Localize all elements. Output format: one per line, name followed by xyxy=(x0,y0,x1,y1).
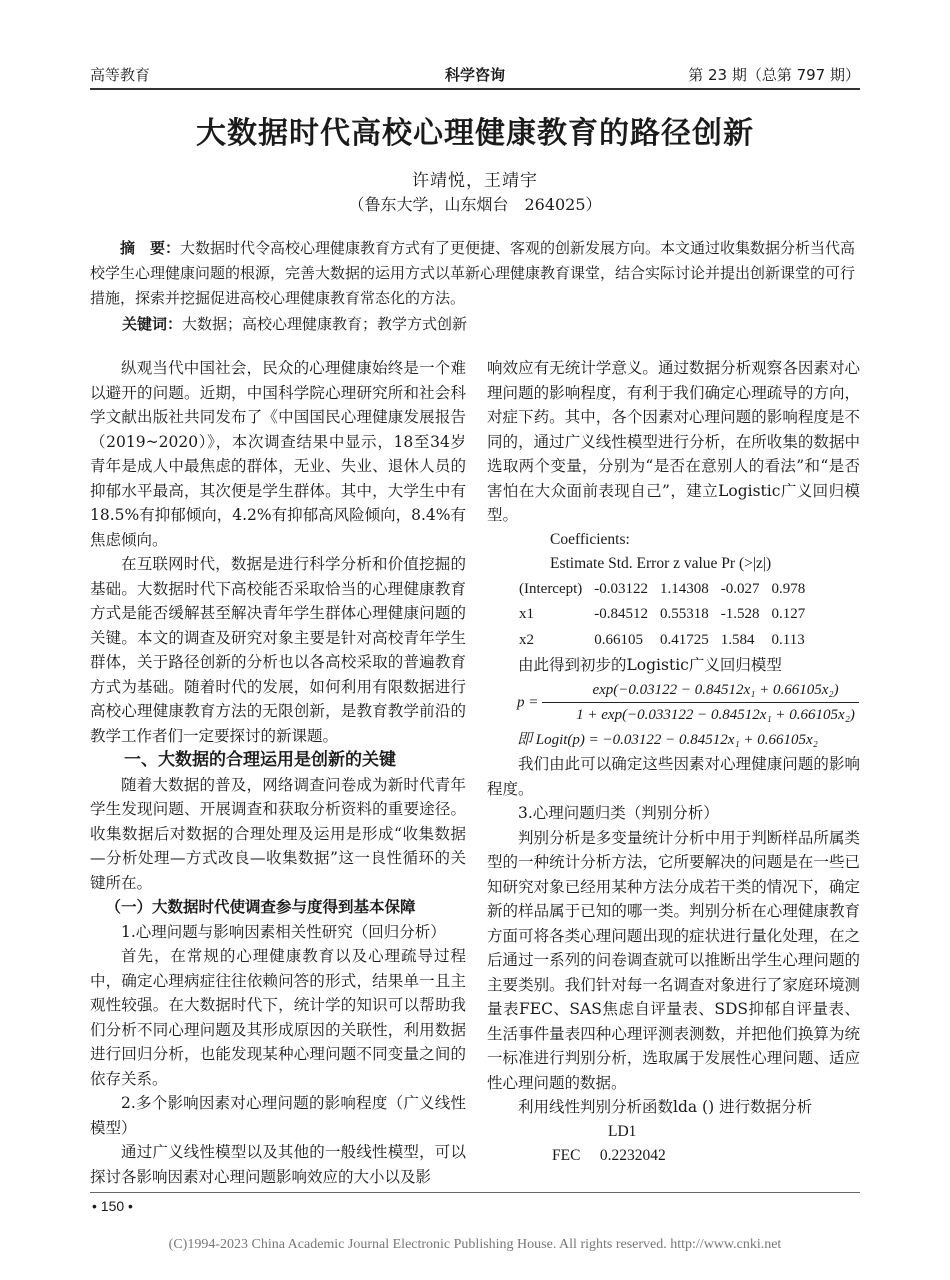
row-name: x2 xyxy=(519,631,534,648)
paragraph: 判别分析是多变量统计分析中用于判断样品所属类型的一种统计分析方法，它所要解决的问题是在一些已知研究对象已经用某种方法分成若干类的情况下，确定新的样品属于已知的哪一类。判别分析在心理健康教育方面可将各类心理问题出现的症状进行量化处理，在之后通过一系列的问卷调查就可以推断出学生心理问题的主要类别。我们针对每一名调查对象进行了家庭环境测量表FEC、SAS焦虑自评量表、SDS抑郁自评量表、生活事件量表四种心理评测表测数，并把他们换算为统一标准进行判别分析，选取属于发展性心理问题、适应性心理问题的数据。 xyxy=(487,828,860,1092)
table-row xyxy=(513,577,811,603)
row-name: (Intercept) xyxy=(519,580,583,597)
keywords-label: 关键词： xyxy=(122,315,183,333)
paragraph: 首先，在常规的心理健康教育以及心理疏导过程中，确定心理病症往往依赖问答的形式，结果单一且主观性较强。在大数据时代下，统计学的知识可以帮助我们分析不同心理问题及其形成原因的关联性，利用数据进行回归分析，也能发现某种心理问题不同变量之间的依存关系。 xyxy=(90,947,466,1088)
std-error: 1.14308 xyxy=(660,580,709,597)
z-value: -1.528 xyxy=(720,606,760,622)
subsubsection-heading: 2.多个影响因素对心理问题的影响程度（广义线性模型） xyxy=(90,1094,466,1137)
column-left xyxy=(90,356,466,1189)
std-error: 0.41725 xyxy=(660,631,709,648)
formula-fraction xyxy=(542,678,859,728)
paragraph: 纵观当代中国社会，民众的心理健康始终是一个难以避开的问题。近期，中国科学院心理研究所和社会科学文献出版社共同发布了《中国国民心理健康发展报告（2019~2020）》，本次调查结果中显示，18至34岁青年是成人中最焦虑的群体，无业、失业、退休人员的抑郁水平最高，其次便是学生群体。其中，大学生中有18.5%有抑郁倾向，4.2%有抑郁高风险倾向，8.4%有焦虑倾向。 xyxy=(90,359,466,549)
estimate: 0.66105 xyxy=(594,631,644,648)
abstract xyxy=(90,236,860,311)
coefficients-table xyxy=(513,577,811,654)
column-right xyxy=(487,356,860,1169)
z-value: -0.027 xyxy=(720,580,760,597)
footer-rule xyxy=(90,1192,860,1193)
table-row xyxy=(513,602,811,628)
paragraph: 在互联网时代，数据是进行科学分析和价值挖掘的基础。大数据时代下高校能否采取恰当的心理健康教育方式是能否缓解甚至解决青年学生群体心理健康问题的关键。本文的调查及研究对象主要是针对高校青年学生群体，关于路径创新的分析也以各高校采取的普遍教育方式为基础。随着时代的发展，如何利用有限数据进行高校心理健康教育方法的无限创新，是教育教学前沿的教学工作者们一定要探讨的新课题。 xyxy=(90,555,466,745)
paragraph: 响效应有无统计学意义。通过数据分析观察各因素对心理问题的影响程度，有利于我们确定心理疏导的方向，对症下药。其中，各个因素对心理问题的影响程度是不同的，通过广义线性模型进行分析，在所收集的数据中选取两个变量，分别为“是否在意别人的看法”和“是否害怕在大众面前表现自己”，建立Logistic广义回归模型。 xyxy=(487,359,860,524)
header-rule xyxy=(90,88,860,90)
p-value: 0.113 xyxy=(771,631,805,648)
estimate: -0.84512 xyxy=(594,606,649,622)
affiliation: （鲁东大学，山东烟台 264025） xyxy=(348,195,602,214)
row-name: x1 xyxy=(519,606,534,622)
ld-row-name: FEC xyxy=(552,1147,581,1164)
formula-lhs: p = xyxy=(517,693,539,710)
keywords xyxy=(122,313,467,334)
p-value: 0.978 xyxy=(771,580,806,597)
coefficients-title: Coefficients: xyxy=(550,530,630,548)
journal-name: 科学咨询 xyxy=(444,66,505,84)
paragraph: 随着大数据的普及，网络调查问卷成为新时代青年学生发现问题、开展调查和获取分析资料的重要途径。收集数据后对数据的合理处理及运用是形成“收集数据—分析处理—方式改良—收集数据”这一良性循环的关键所在。 xyxy=(90,775,466,892)
paragraph: 我们由此可以确定这些因素对心理健康问题的影响程度。 xyxy=(487,755,860,798)
subsubsection-heading: 3.心理问题归类（判别分析） xyxy=(518,804,719,822)
section-heading: 一、大数据的合理运用是创新的关键 xyxy=(124,750,396,770)
table-row xyxy=(513,628,811,654)
subsection-heading: （一）大数据时代使调查参与度得到基本保障 xyxy=(105,898,416,916)
formula-numerator: exp(−0.03122 − 0.84512x₁ + 0.66105x₂) xyxy=(542,678,859,704)
subsubsection-heading: 1.心理问题与影响因素相关性研究（回归分析） xyxy=(121,922,446,941)
z-value: 1.584 xyxy=(720,631,755,648)
estimate: -0.03122 xyxy=(594,580,649,597)
logistic-formula xyxy=(487,678,860,728)
ld-row xyxy=(521,1144,860,1169)
logit-formula: 即 Logit(p) = −0.03122 − 0.84512x₁ + 0.66105x₂ xyxy=(517,731,818,748)
issue-number: 第 23 期（总第 797 期） xyxy=(688,66,860,84)
page-number: • 150 • xyxy=(92,1198,133,1214)
authors: 许靖悦，王靖宇 xyxy=(412,171,538,191)
journal-section: 高等教育 xyxy=(90,66,151,84)
p-value: 0.127 xyxy=(771,606,806,622)
paragraph: 通过广义线性模型以及其他的一般线性模型，可以探讨各影响因素对心理问题影响效应的大小以及影 xyxy=(90,1143,466,1186)
formula-denominator: 1 + exp(−0.033122 − 0.84512x₁ + 0.66105x₂) xyxy=(576,707,855,723)
copyright-notice: (C)1994-2023 China Academic Journal Electronic Publishing House. All rights reserved. http://www.cnki.net xyxy=(168,1237,782,1252)
paragraph: 利用线性判别分析函数lda () 进行数据分析 xyxy=(518,1098,813,1116)
paragraph: 由此得到初步的Logistic广义回归模型 xyxy=(518,656,782,674)
abstract-text: 大数据时代令高校心理健康教育方式有了更便捷、客观的创新发展方向。本文通过收集数据分析当代高校学生心理健康问题的根源，完善大数据的运用方式以革新心理健康教育课堂，结合实际讨论并提出创新课堂的可行措施，探索并挖掘促进高校心理健康教育常态化的方法。 xyxy=(90,239,856,307)
abstract-label: 摘 要： xyxy=(120,239,181,257)
keywords-text: 大数据；高校心理健康教育；教学方式创新 xyxy=(182,315,468,333)
ld-row-value: 0.2232042 xyxy=(599,1147,666,1164)
paper-title: 大数据时代高校心理健康教育的路径创新 xyxy=(196,116,754,151)
std-error: 0.55318 xyxy=(660,606,709,622)
ld-header: LD1 xyxy=(608,1122,637,1140)
coefficients-header: Estimate Std. Error z value Pr (>|z|) xyxy=(550,555,772,572)
